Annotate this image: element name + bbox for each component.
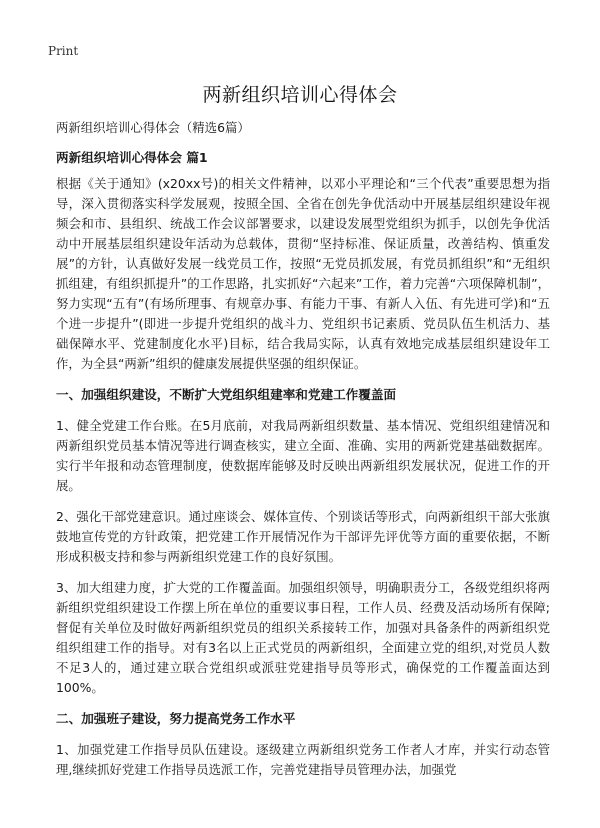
document-body (56, 118, 550, 791)
print-link[interactable]: Print (48, 44, 79, 58)
paragraph-2-1: 1、加强党建工作指导员队伍建设。逐级建立两新组织党务工作者人才库，并实行动态管理,继续抓好党建工作指导员选派工作，完善党建指导员管理办法，加强党 (56, 742, 550, 777)
intro-paragraph: 根据《关于通知》(x20xx号)的相关文件精神，以邓小平理论和“三个代表”重要思想为指导，深入贯彻落实科学发展观，按照全国、全省在创先争优活动中开展基层组织建设年视频会和市、县组织、统战工作会议部署要求，以建设发展型党组织为抓手，以创先争优活动中开展基层组织建设年活动为总载体，贯彻“坚持标准、保证质量，改善结构、慎重发展”的方针，认真做好发展一线党员工作，按照“无党员抓发展，有党员抓组织”和“无组织抓组建，有组织抓提升”的工作思路，扎实抓好“六起来”工作，着力完善“六项保障机制”，努力实现“五有”(有场所理事、有规章办事、有能力干事、有新人入伍、有先进可学)和“五个进一步提升”(即进一步提升党组织的战斗力、党组织书记素质、党员队伍生机活力、基础保障水平、党建制度化水平)目标，结合我局实际，认真有效地完成基层组织建设年工作，为全县“两新”组织的健康发展提供坚强的组织保证。 (56, 176, 550, 371)
paragraph-1-2: 2、强化干部党建意识。通过座谈会、媒体宣传、个别谈话等形式，向两新组织干部大张旗鼓地宣传党的方针政策，把党建工作开展情况作为干部评先评优等方面的重要依据，不断形成积极支持和参与两新组织党建工作的良好氛围。 (56, 509, 550, 564)
section-heading-2: 二、加强班子建设，努力提高党务工作水平 (56, 711, 296, 726)
section-heading-1: 一、加强组织建设，不断扩大党组织组建率和党建工作覆盖面 (56, 387, 397, 402)
document-subtitle: 两新组织培训心得体会（精选6篇） (56, 120, 250, 135)
page-title: 两新组织培训心得体会 (202, 84, 398, 106)
article-heading: 两新组织培训心得体会 篇1 (56, 150, 208, 165)
paragraph-1-1: 1、健全党建工作台账。在5月底前，对我局两新组织数量、基本情况、党组织组建情况和两新组织党员基本情况等进行调查核实，建立全面、准确、实用的两新党建基础数据库。实行半年报和动态管理制度，使数据库能够及时反映出两新组织发展状况，促进工作的开展。 (56, 418, 550, 493)
paragraph-1-3: 3、加大组建力度，扩大党的工作覆盖面。加强组织领导，明确职责分工，各级党组织将两新组织党组织建设工作摆上所在单位的重要议事日程，工作人员、经费及活动场所有保障;督促有关单位及时做好两新组织党员的组织关系接转工作，加强对具备条件的两新组织党组织组建工作的指导。对有3名以上正式党员的两新组织，全面建立党的组织,对党员人数不足3人的，通过建立联合党组织或派驻党建指导员等形式，确保党的工作覆盖面达到100%。 (56, 580, 550, 695)
